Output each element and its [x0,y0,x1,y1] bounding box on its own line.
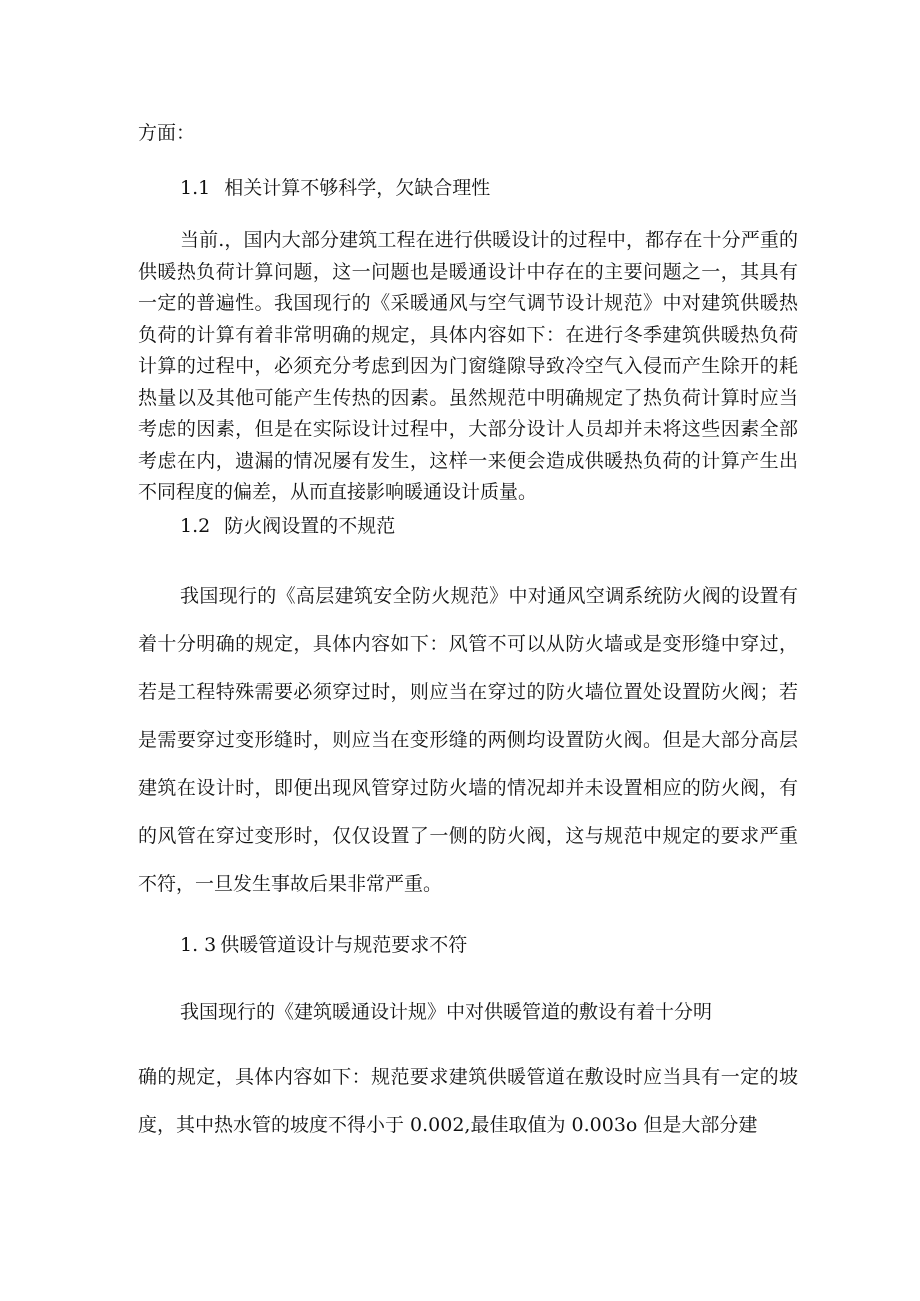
section-1-3-number: 1. 3 [180,934,217,956]
section-1-1-heading [180,176,490,200]
section-1-1-paragraph: 当前.，国内大部分建筑工程在进行供暖设计的过程中，都存在十分严重的供暖热负荷计算问题，这一问题也是暖通设计中存在的主要问题之一，其具有一定的普遍性。我国现行的《采暖通风与空气调节设计规范》中对建筑供暖热负荷的计算有着非常明确的规定，具体内容如下：在进行冬季建筑供暖热负荷计算的过程中，必须充分考虑到因为门窗缝隙导致冷空气入侵而产生除开的耗热量以及其他可能产生传热的因素。虽然规范中明确规定了热负荷计算时应当考虑的因素，但是在实际设计过程中，大部分设计人员却并未将这些因素全部考虑在内，遗漏的情况屡有发生，这样一来便会造成供暖热负荷的计算产生出不同程度的偏差，从而直接影响暖通设计质量。 [138,229,798,503]
section-1-3-paragraph-first-line: 我国现行的《建筑暖通设计规》中对供暖管道的敷设有着十分明 [180,1001,713,1023]
section-1-3-title: 供暖管道设计与规范要求不符 [220,934,468,956]
section-1-1-title: 相关计算不够科学，欠缺合理性 [224,177,491,199]
section-1-1-number: 1.1 [180,177,211,199]
section-1-2-number: 1.2 [180,515,211,537]
section-1-2-heading [180,514,395,538]
section-1-2-paragraph: 我国现行的《高层建筑安全防火规范》中对通风空调系统防火阀的设置有着十分明确的规定，具体内容如下：风管不可以从防火墙或是变形缝中穿过，若是工程特殊需要必须穿过时，则应当在穿过的防火墙位置处设置防火阀；若是需要穿过变形缝时，则应当在变形缝的两侧均设置防火阀。但是大部分高层建筑在设计时，即便出现风管穿过防火墙的情况却并未设置相应的防火阀，有的风管在穿过变形时，仅仅设置了一侧的防火阀，这与规范中规定的要求严重不符，一旦发生事故后果非常严重。 [138,585,798,895]
section-1-3-paragraph-rest: 确的规定，具体内容如下：规范要求建筑供暖管道在敷设时应当具有一定的坡度，其中热水管的坡度不得小于 0.002,最佳取值为 0.003o 但是大部分建 [138,1066,798,1136]
section-1-3-heading [180,933,467,957]
section-1-2-title: 防火阀设置的不规范 [224,515,396,537]
continuation-text: 方面： [138,122,196,144]
